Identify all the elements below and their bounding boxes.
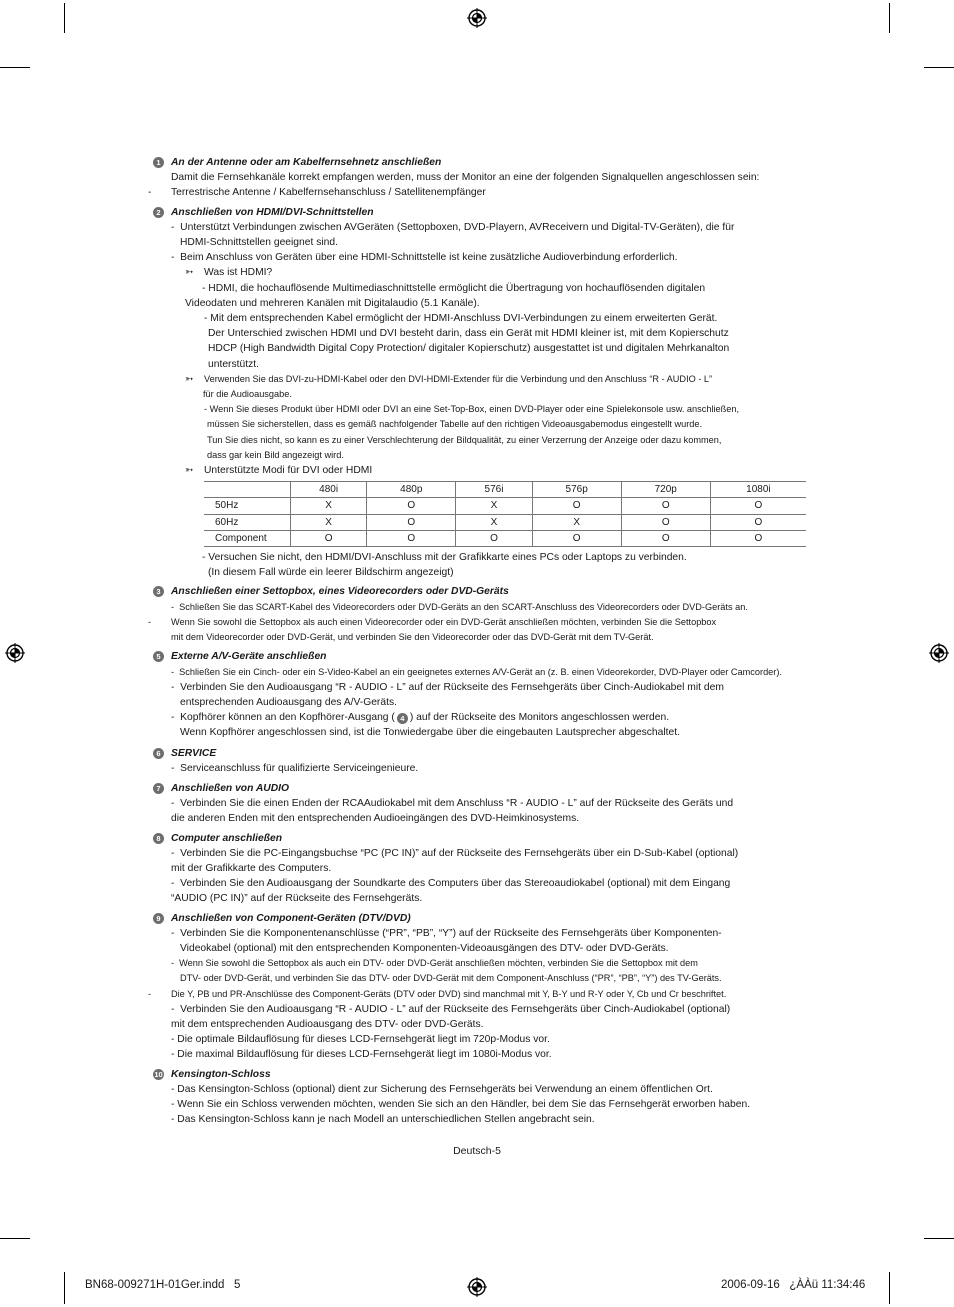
section-heading bbox=[148, 911, 810, 926]
section-heading bbox=[148, 155, 810, 170]
section-number-icon: 7 bbox=[153, 783, 164, 794]
table-cell: O bbox=[710, 530, 806, 546]
table-cell: X bbox=[532, 514, 621, 530]
section-antenna bbox=[148, 155, 810, 201]
note-line bbox=[148, 372, 810, 387]
section-title: Anschließen von AUDIO bbox=[171, 782, 290, 794]
crop-mark bbox=[924, 1238, 954, 1239]
text-content: Unterstützt Verbindungen zwischen AVGeräten (Settopboxen, DVD-Playern, AVReceivern und Digital-TV-Geräten), die für bbox=[180, 221, 735, 233]
text-content: Terrestrische Antenne / Kabelfernsehanschluss / Satellitenempfänger bbox=[171, 187, 486, 199]
text-line: “AUDIO (PC IN)” auf der Rückseite des Fernsehgeräts. bbox=[171, 893, 423, 905]
crop-mark bbox=[0, 67, 30, 68]
registration-mark-icon bbox=[467, 1277, 487, 1297]
note-arrow-icon: ➳ bbox=[185, 373, 194, 385]
table-cell: X bbox=[291, 498, 367, 514]
text-line: - HDMI, die hochauflösende Multimediaschnittstelle ermöglicht die Übertragung von hochauflösenden digitalen bbox=[202, 282, 706, 294]
table-header-row bbox=[204, 482, 806, 498]
table-cell: X bbox=[291, 514, 367, 530]
section-settopbox bbox=[148, 584, 810, 645]
section-number-icon: 2 bbox=[153, 207, 164, 218]
text-line: - Verbinden Sie den Audioausgang der Soundkarte des Computers über das Stereoaudiokabel (optional) mit dem Eingang bbox=[171, 878, 731, 890]
section-title: Externe A/V-Geräte anschließen bbox=[171, 651, 327, 663]
text-line: Der Unterschied zwischen HDMI und DVI besteht darin, dass ein Gerät mit HDMI kleiner ist, mit dem Kopierschutz bbox=[208, 328, 729, 340]
text-line: mit dem entsprechenden Audioausgang des DTV- oder DVD-Geräts. bbox=[171, 1018, 484, 1030]
text-content: Verbinden Sie den Audioausgang “R - AUDIO - L” auf der Rückseite des Fernsehgeräts über Cinch-Audiokabel (optional) bbox=[180, 1003, 731, 1015]
text-line: DTV- oder DVD-Gerät, und verbinden Sie das DTV- oder DVD-Gerät mit dem Component-Anschluss (“PR”, “PB”, “Y”) des TV-Geräts. bbox=[180, 973, 722, 984]
text-line: Wenn Kopfhörer angeschlossen sind, ist die Tonwiedergabe über die eingebauten Lautsprecher abgeschaltet. bbox=[180, 727, 680, 739]
text-line: müssen Sie sicherstellen, dass es gemäß nachfolgender Tabelle auf den richtigen Videoausgabemodus eingestellt wurde. bbox=[207, 419, 703, 430]
note-line bbox=[148, 265, 810, 280]
section-kensington bbox=[148, 1067, 810, 1128]
text-line: - Das Kensington-Schloss (optional) dient zur Sicherung des Fernsehgeräts bei Verwendung an einem öffentlichen Ort. bbox=[171, 1083, 713, 1095]
text-line: - Verbinden Sie die PC-Eingangsbuchse “PC (PC IN)” auf der Rückseite des Fernsehgeräts über ein D-Sub-Kabel (optional) bbox=[171, 847, 739, 859]
text-line: mit der Grafikkarte des Computers. bbox=[171, 862, 332, 874]
table-cell: 60Hz bbox=[204, 514, 291, 530]
table-cell: O bbox=[621, 514, 710, 530]
table-cell: O bbox=[291, 530, 367, 546]
section-external-av bbox=[148, 649, 810, 740]
table-header-cell: 480i bbox=[291, 482, 367, 498]
text-line: - Beim Anschluss von Geräten über eine HDMI-Schnittstelle ist keine zusätzliche Audioverbindung erforderlich. bbox=[171, 252, 678, 264]
dash-marker: - bbox=[148, 187, 152, 199]
text-line bbox=[148, 185, 810, 200]
text-line: - Schließen Sie das SCART-Kabel des Videorecorders oder DVD-Geräts an den SCART-Anschluss des Videorecorders oder DVD-Geräts an. bbox=[171, 601, 748, 612]
jack-number-icon: 4 bbox=[397, 713, 408, 724]
table-cell: O bbox=[367, 498, 456, 514]
dash-marker: - bbox=[148, 988, 152, 999]
text-content: Wenn Sie sowohl die Settopbox als auch einen Videorecorder oder ein DVD-Gerät anschließen möchten, verbinden Sie die Settopbox bbox=[171, 616, 717, 627]
section-heading bbox=[148, 649, 810, 664]
section-heading bbox=[148, 781, 810, 796]
table-row bbox=[204, 514, 806, 530]
section-heading bbox=[148, 746, 810, 761]
table-cell: Component bbox=[204, 530, 291, 546]
crop-mark bbox=[64, 1272, 65, 1304]
table-cell: O bbox=[621, 530, 710, 546]
text-line: dass gar kein Bild angezeigt wird. bbox=[207, 449, 344, 460]
text-line: - Wenn Sie sowohl die Settopbox als auch ein DTV- oder DVD-Gerät anschließen möchten, verbinden Sie die Settopbox mit dem bbox=[171, 958, 698, 969]
table-header-cell: 576i bbox=[456, 482, 532, 498]
crop-mark bbox=[64, 3, 65, 33]
crop-mark bbox=[924, 67, 954, 68]
text-line: unterstützt. bbox=[208, 358, 259, 370]
text-line: Videodaten und mehreren Kanälen mit Digitalaudio (5.1 Kanäle). bbox=[185, 297, 480, 309]
table-cell: O bbox=[367, 514, 456, 530]
text-content: Beim Anschluss von Geräten über eine HDMI-Schnittstelle ist keine zusätzliche Audioverbindung erforderlich. bbox=[180, 252, 678, 264]
text-line: - Versuchen Sie nicht, den HDMI/DVI-Anschluss mit der Grafikkarte eines PCs oder Laptops zu verbinden. bbox=[202, 552, 687, 564]
section-service bbox=[148, 746, 810, 776]
section-computer bbox=[148, 831, 810, 907]
table-cell: 50Hz bbox=[204, 498, 291, 514]
text-line bbox=[148, 987, 810, 1002]
text-line: HDMI-Schnittstellen geeignet sind. bbox=[180, 237, 338, 249]
dash-marker: - bbox=[148, 616, 152, 627]
supported-modes-table bbox=[204, 481, 806, 547]
note-line bbox=[148, 463, 810, 478]
table-cell: X bbox=[456, 514, 532, 530]
text-line: - Schließen Sie ein Cinch- oder ein S-Video-Kabel an ein geeignetes externes A/V-Gerät an (z. B. einen Videorekorder, DVD-Player oder Camcorder). bbox=[171, 666, 782, 677]
text-line: entsprechenden Audioausgang des A/V-Geräts. bbox=[180, 696, 397, 708]
text-content: Was ist HDMI? bbox=[204, 267, 273, 279]
text-line: - Die maximal Bildauflösung für dieses LCD-Fernsehgerät liegt im 1080i-Modus vor. bbox=[171, 1049, 552, 1061]
section-number-icon: 5 bbox=[153, 651, 164, 662]
section-heading bbox=[148, 584, 810, 599]
text-content: Unterstützte Modi für DVI oder HDMI bbox=[204, 465, 373, 477]
section-number-icon: 10 bbox=[154, 1069, 163, 1079]
text-line: - Wenn Sie dieses Produkt über HDMI oder DVI an eine Set-Top-Box, einen DVD-Player oder eine Spielekonsole usw. anschließen, bbox=[204, 404, 740, 415]
text-line: - Serviceanschluss für qualifizierte Serviceingenieure. bbox=[171, 762, 419, 774]
crop-mark bbox=[0, 1238, 30, 1239]
table-cell: O bbox=[621, 498, 710, 514]
text-content: Verwenden Sie das DVI-zu-HDMI-Kabel oder den DVI-HDMI-Extender für die Verbindung und den Anschluss “R - AUDIO - L” bbox=[204, 373, 713, 384]
text-content: Serviceanschluss für qualifizierte Serviceingenieure. bbox=[180, 762, 419, 774]
text-content: Verbinden Sie die einen Enden der RCAAudiokabel mit dem Anschluss “R - AUDIO - L” auf der Rückseite des Geräts und bbox=[180, 798, 734, 810]
text-content: Verbinden Sie die PC-Eingangsbuchse “PC (PC IN)” auf der Rückseite des Fernsehgeräts über ein D-Sub-Kabel (optional) bbox=[180, 847, 739, 859]
section-audio bbox=[148, 781, 810, 827]
text-line: - Verbinden Sie die Komponentenanschlüsse (“PR”, “PB”, “Y”) auf der Rückseite des Fernsehgeräts über Komponenten- bbox=[171, 927, 722, 939]
section-component bbox=[148, 911, 810, 1063]
file-slug: BN68-009271H-01Ger.indd 5 bbox=[85, 1279, 241, 1291]
text-content: Die Y, PB und PR-Anschlüsse des Component-Geräts (DTV oder DVD) sind manchmal mit Y, B-Y und R-Y oder Y, Cb und Cr beschriftet. bbox=[171, 988, 727, 999]
table-header-cell: 1080i bbox=[710, 482, 806, 498]
text-line: - Unterstützt Verbindungen zwischen AVGeräten (Settopboxen, DVD-Playern, AVReceivern und Digital-TV-Geräten), die für bbox=[171, 221, 735, 233]
text-line bbox=[148, 615, 810, 630]
section-number-icon: 3 bbox=[153, 586, 164, 597]
table-cell: O bbox=[532, 530, 621, 546]
text-content: Verbinden Sie die Komponentenanschlüsse (“PR”, “PB”, “Y”) auf der Rückseite des Fernsehgeräts über Komponenten- bbox=[180, 927, 722, 939]
text-line: - Die optimale Bildauflösung für dieses LCD-Fernsehgerät liegt im 720p-Modus vor. bbox=[171, 1034, 550, 1046]
section-title: An der Antenne oder am Kabelfernsehnetz anschließen bbox=[171, 157, 442, 168]
section-number-icon: 1 bbox=[153, 157, 164, 168]
section-title: Anschließen von HDMI/DVI-Schnittstellen bbox=[171, 206, 374, 218]
page-number: Deutsch-5 bbox=[453, 1145, 501, 1157]
text-line: - Kopfhörer können an den Kopfhörer-Ausgang ( 4 ) auf der Rückseite des Monitors angeschlossen werden. bbox=[171, 712, 670, 724]
text-line: - Wenn Sie ein Schloss verwenden möchten, wenden Sie sich an den Händler, bei dem Sie das Fernsehgerät erworben haben. bbox=[171, 1098, 751, 1110]
table-cell: O bbox=[710, 498, 806, 514]
crop-mark bbox=[889, 3, 890, 33]
section-hdmi bbox=[148, 205, 810, 581]
note-arrow-icon: ➳ bbox=[185, 267, 194, 279]
table-header-cell: 576p bbox=[532, 482, 621, 498]
registration-mark-icon bbox=[467, 8, 487, 28]
registration-mark-icon bbox=[5, 643, 25, 663]
table-header-cell bbox=[204, 482, 291, 498]
table-cell: O bbox=[456, 530, 532, 546]
section-heading bbox=[148, 1067, 810, 1082]
section-heading bbox=[148, 205, 810, 220]
text-line: - Verbinden Sie den Audioausgang “R - AUDIO - L” auf der Rückseite des Fernsehgeräts über Cinch-Audiokabel mit dem bbox=[171, 681, 724, 693]
registration-mark-icon bbox=[929, 643, 949, 663]
text-line: - Verbinden Sie die einen Enden der RCAAudiokabel mit dem Anschluss “R - AUDIO - L” auf der Rückseite des Geräts und bbox=[171, 798, 734, 810]
text-line: Tun Sie dies nicht, so kann es zu einer Verschlechterung der Bildqualität, zu einer Verzerrung der Anzeige oder dazu kommen, bbox=[207, 434, 722, 445]
text-content: Schließen Sie das SCART-Kabel des Videorecorders oder DVD-Geräts an den SCART-Anschluss des Videorecorders oder DVD-Geräts an. bbox=[179, 601, 748, 612]
text-line: mit dem Videorecorder oder DVD-Gerät, und verbinden Sie den Videorecorder oder das DVD-Gerät mit dem TV-Gerät. bbox=[171, 632, 654, 643]
table-row bbox=[204, 498, 806, 514]
section-title: Computer anschließen bbox=[171, 832, 282, 844]
table-row bbox=[204, 530, 806, 546]
text-content: Schließen Sie ein Cinch- oder ein S-Video-Kabel an ein geeignetes externes A/V-Gerät an (z. B. einen Videorekorder, DVD-Player oder Camcorder). bbox=[179, 666, 782, 677]
table-cell: O bbox=[710, 514, 806, 530]
table-header-cell: 720p bbox=[621, 482, 710, 498]
table-header-cell: 480p bbox=[367, 482, 456, 498]
section-title: Anschließen von Component-Geräten (DTV/DVD) bbox=[171, 912, 411, 924]
table-cell: O bbox=[367, 530, 456, 546]
text-content: ) auf der Rückseite des Monitors angeschlossen werden. bbox=[409, 712, 670, 724]
section-number-icon: 9 bbox=[153, 913, 164, 924]
text-content: Kopfhörer können an den Kopfhörer-Ausgang ( bbox=[180, 712, 395, 724]
page-content bbox=[148, 155, 810, 1131]
section-number-icon: 8 bbox=[153, 833, 164, 844]
section-title: Anschließen einer Settopbox, eines Videorecorders oder DVD-Geräts bbox=[171, 586, 509, 598]
text-line: Damit die Fernsehkanäle korrekt empfangen werden, muss der Monitor an eine der folgenden Signalquellen angeschlossen sein: bbox=[171, 172, 760, 184]
text-line: die anderen Enden mit den entsprechenden Audioeingängen des DVD-Heimkinosystems. bbox=[171, 813, 580, 825]
text-content: Wenn Sie sowohl die Settopbox als auch ein DTV- oder DVD-Gerät anschließen möchten, verbinden Sie die Settopbox mit dem bbox=[179, 958, 698, 969]
text-line: - Mit dem entsprechenden Kabel ermöglicht der HDMI-Anschluss DVI-Verbindungen zu einem erweiterten Gerät. bbox=[204, 313, 718, 325]
text-line: für die Audioausgabe. bbox=[203, 389, 292, 400]
section-number-icon: 6 bbox=[153, 748, 164, 759]
note-arrow-icon: ➳ bbox=[185, 465, 194, 477]
text-content: Verbinden Sie den Audioausgang der Soundkarte des Computers über das Stereoaudiokabel (optional) mit dem Eingang bbox=[180, 878, 731, 890]
timestamp-slug: 2006-09-16 ¿ÀÀü 11:34:46 bbox=[721, 1279, 866, 1291]
section-heading bbox=[148, 831, 810, 846]
section-title: Kensington-Schloss bbox=[171, 1068, 271, 1080]
text-line: (In diesem Fall würde ein leerer Bildschirm angezeigt) bbox=[208, 567, 454, 579]
crop-mark bbox=[889, 1272, 890, 1304]
table-cell: X bbox=[456, 498, 532, 514]
section-title: SERVICE bbox=[171, 747, 217, 759]
text-line: HDCP (High Bandwidth Digital Copy Protection/ digitaler Kopierschutz) ausgestattet ist und digitalen Mehrkanalton bbox=[208, 343, 730, 355]
table-cell: O bbox=[532, 498, 621, 514]
text-line: Videokabel (optional) mit den entsprechenden Komponenten-Videoausgängen des DTV- oder DVD-Geräts. bbox=[180, 942, 669, 954]
text-line: - Verbinden Sie den Audioausgang “R - AUDIO - L” auf der Rückseite des Fernsehgeräts über Cinch-Audiokabel (optional) bbox=[171, 1003, 731, 1015]
text-content: Verbinden Sie den Audioausgang “R - AUDIO - L” auf der Rückseite des Fernsehgeräts über Cinch-Audiokabel mit dem bbox=[180, 681, 724, 693]
text-line: - Das Kensington-Schloss kann je nach Modell an unterschiedlichen Stellen angebracht sein. bbox=[171, 1114, 595, 1126]
